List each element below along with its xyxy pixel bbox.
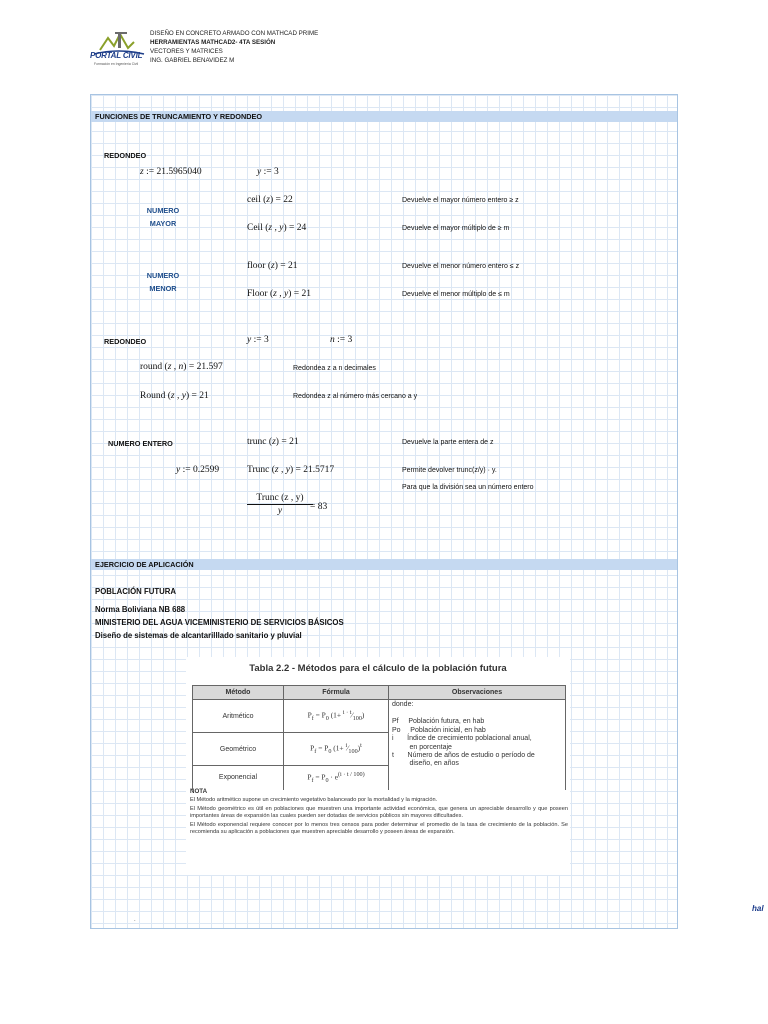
obs-line: Po Población inicial, en hab — [392, 726, 486, 734]
observations-cell — [389, 700, 566, 790]
trunc-fraction — [247, 493, 313, 516]
heading-poblacion-futura: POBLACIÓN FUTURA — [95, 587, 176, 596]
trunc-expression: trunc (z) = 21 — [247, 437, 299, 447]
nota-block — [190, 789, 568, 839]
method-cell: Exponencial — [193, 766, 284, 790]
edge-text: hal — [752, 904, 764, 913]
obs-line: en porcentaje — [392, 743, 452, 751]
y-definition-3: y := 0.2599 — [176, 465, 220, 475]
section-title-ejercicio: EJERCICIO DE APLICACIÓN — [91, 559, 677, 570]
formula-cell: $P_f = P_0$ $(1+ ^i⁄_{100})^t$ — [284, 733, 389, 766]
logo-text: PORTAL CIVIL — [90, 51, 143, 60]
nota-paragraph: El Método aritmético supone un crecimiento vegetativo balanceado por la mortalidad y la migración. — [190, 796, 438, 803]
poblacion-table-image — [186, 657, 570, 875]
Trunc-expression: Trunc (z , y) = 21.5717 — [247, 465, 335, 475]
nota-paragraph: El Método exponencial requiere conocer por lo menos tres censos para poder determinar el promedio de la tasa de crecimiento de la población. Se recomienda su aplicación a poblaciones que muestren apreciable desarrollo y poseen áreas de expansión. — [190, 822, 568, 835]
obs-line: donde: — [392, 701, 414, 708]
fraction-denominator: y — [277, 506, 283, 516]
table-row — [193, 700, 566, 733]
floor-expression: floor (z) = 21 — [247, 261, 298, 271]
table-title: Tabla 2.2 - Métodos para el cálculo de la población futura — [249, 663, 507, 674]
label-numero-entero: NUMERO ENTERO — [108, 439, 173, 448]
z-definition: z := 21.5965040 — [140, 167, 202, 177]
header-line-1: DISEÑO EN CONCRETO ARMADO CON MATHCAD PRIME — [150, 30, 319, 37]
nota-title: NOTA — [190, 788, 208, 795]
logo-tagline: Formación en Ingeniería Civil — [94, 62, 139, 66]
label-numero-mayor-1: NUMERO — [146, 206, 180, 215]
obs-line: t Número de años de estudio o período de — [392, 752, 535, 760]
Ceil-description: Devuelve el mayor múltiplo de ≥ m — [402, 225, 510, 232]
Floor-description: Devuelve el menor múltiplo de ≤ m — [402, 291, 510, 298]
method-cell: Geométrico — [193, 733, 284, 766]
formula-cell: $P_f = P_0$ $(1+ ^{i \cdot t}⁄_{100})$ — [284, 700, 389, 733]
round-description: Redondea z a n decimales — [293, 365, 376, 372]
header-observaciones: Observaciones — [389, 686, 566, 700]
Trunc-description-2: Para que la división sea un número entero — [402, 484, 534, 491]
header-line-2: HERRAMIENTAS MATHCAD2- 4TA SESIÓN — [150, 39, 276, 46]
ceil-expression: ceil (z) = 22 — [247, 195, 293, 205]
trunc-description: Devuelve la parte entera de z — [402, 439, 494, 446]
Round-expression: Round (z , y) = 21 — [140, 391, 209, 401]
obs-line: Pf Población futura, en hab — [392, 718, 485, 726]
Round-description: Redondea z al número más cercano a y — [293, 393, 418, 400]
label-redondeo-2: REDONDEO — [104, 337, 147, 346]
portal-civil-logo — [88, 28, 148, 70]
y-definition-2: y := 3 — [247, 335, 269, 345]
fraction-numerator: Trunc (z , y) — [256, 493, 304, 503]
label-numero-menor-2: MENOR — [149, 284, 177, 293]
Trunc-description: Permite devolver trunc(z/y) · y. — [402, 467, 497, 474]
Ceil-expression: Ceil (z , y) = 24 — [247, 223, 307, 233]
fraction-result: = 83 — [310, 502, 328, 512]
header-metodo: Método — [193, 686, 284, 700]
norma-line: Norma Boliviana NB 688 — [95, 605, 186, 614]
Floor-expression: Floor (z , y) = 21 — [247, 289, 311, 299]
label-numero-menor-1: NUMERO — [146, 271, 180, 280]
diseno-line: Diseño de sistemas de alcantarilllado sanitario y pluvial — [95, 631, 302, 640]
label-redondeo: REDONDEO — [104, 151, 147, 160]
ministerio-line: MINISTERIO DEL AGUA VICEMINISTERIO DE SERVICIOS BÁSICOS — [95, 618, 344, 627]
formula-cell: $P_f = P_0 \cdot e^{(i \cdot t / 100)}$ — [284, 766, 389, 790]
obs-line: diseño, en años — [392, 760, 459, 768]
n-definition: n := 3 — [330, 335, 353, 345]
header-line-3: VECTORES Y MATRICES — [150, 48, 223, 55]
round-expression: round (z , n) = 21.597 — [140, 362, 223, 372]
header-line-4: ING. GABRIEL BENAVIDEZ M — [150, 57, 235, 64]
ceil-description: Devuelve el mayor número entero ≥ z — [402, 197, 519, 204]
stray-mark: . — [134, 917, 136, 923]
nota-paragraph: El Método geométrico es útil en poblaciones que muestren una importante actividad económica, que genera un apreciable desarrollo y que poseen importantes áreas de expansión las cuales pueden ser dotadas de servicios públicos sin mayores dificultades. — [190, 806, 568, 819]
header-formula: Fórmula — [284, 686, 389, 700]
floor-description: Devuelve el menor número entero ≤ z — [402, 263, 520, 270]
label-numero-mayor-2: MAYOR — [149, 219, 177, 228]
section-title-truncamiento: FUNCIONES DE TRUNCAMIENTO Y REDONDEO — [91, 111, 677, 122]
method-cell: Aritmético — [193, 700, 284, 733]
methods-table — [192, 685, 566, 790]
y-definition: y := 3 — [257, 167, 279, 177]
obs-line: i Índice de crecimiento poblacional anual, — [392, 735, 532, 743]
fraction-bar — [247, 504, 313, 505]
